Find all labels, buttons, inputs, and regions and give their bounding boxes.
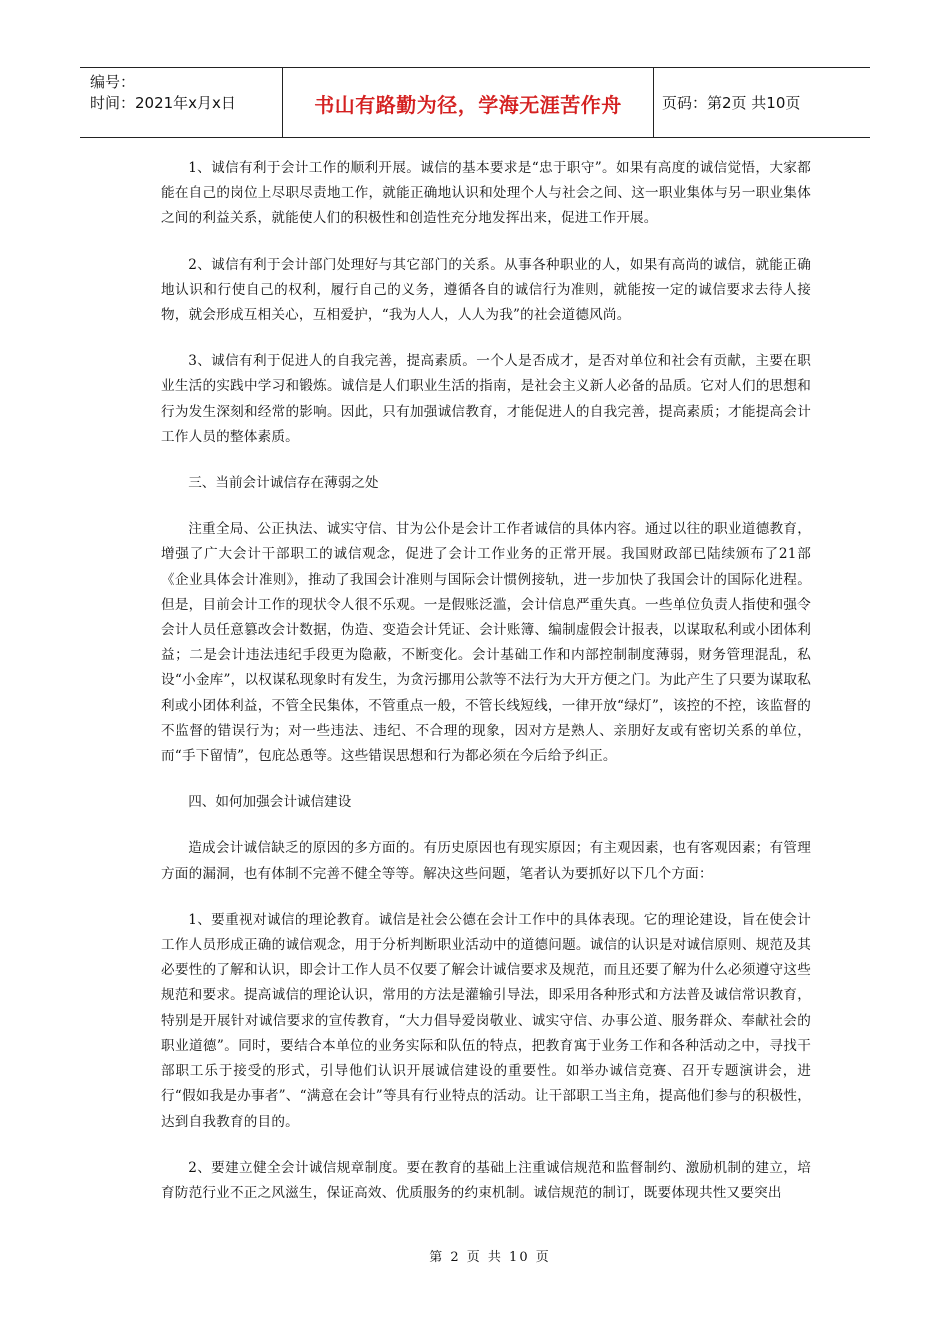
paragraph-point-1: 1、诚信有利于会计工作的顺利开展。诚信的基本要求是“忠于职守”。如果有高度的诚信觉悟，大家都能在自己的岗位上尽职尽责地工作，就能正确地认识和处理个人与社会之间、这一职业集体与另一职业集体之间的利益关系，就能使人们的积极性和创造性充分地发挥出来，促进工作开展。: [161, 160, 811, 227]
header-motto: 书山有路勤为径，学海无涯苦作舟: [314, 93, 622, 117]
header-meta-cell: [80, 68, 283, 137]
document-number-label: 编号：: [90, 73, 136, 91]
section-heading-3: 三、当前会计诚信存在薄弱之处: [188, 475, 379, 492]
section-heading-4: 四、如何加强会计诚信建设: [188, 794, 352, 811]
paragraph-causes: 造成会计诚信缺乏的原因的多方面的。有历史原因也有现实原因；有主观因素，也有客观因素；有管理方面的漏洞，也有体制不完善不健全等等。解决这些问题，笔者认为要抓好以下几个方面：: [161, 840, 811, 882]
document-body: [161, 156, 811, 1227]
page-footer: 第 2 页 共 10 页: [429, 1250, 551, 1265]
paragraph-measure-1: 1、要重视对诚信的理论教育。诚信是社会公德在会计工作中的具体表现。它的理论建设，旨在使会计工作人员形成正确的诚信观念，用于分析判断职业活动中的道德问题。诚信的认识是对诚信原则、规范及其必要性的了解和认识，即会计工作人员不仅要了解会计诚信要求及规范，而且还要了解为什么必须遵守这些规范和要求。提高诚信的理论认识，常用的方法是灌输引导法，即采用各种形式和方法普及诚信常识教育，特别是开展针对诚信要求的宣传教育，“大力倡导爱岗敬业、诚实守信、办事公道、服务群众、奉献社会的职业道德”。同时，要结合本单位的业务实际和队伍的特点，把教育寓于业务工作和各种活动之中，寻找干部职工乐于接受的形式，引导他们认识开展诚信建设的重要性。如举办诚信竞赛、召开专题演讲会，进行“假如我是办事者”、“满意在会计”等具有行业特点的活动。让干部职工当主角，提高他们参与的积极性，达到自我教育的目的。: [161, 911, 811, 1130]
paragraph-point-3: 3、诚信有利于促进人的自我完善，提高素质。一个人是否成才，是否对单位和社会有贡献，主要在职业生活的实践中学习和锻炼。诚信是人们职业生活的指南，是社会主义新人必备的品质。它对人们的思想和行为发生深刻和经常的影响。因此，只有加强诚信教育，才能促进人的自我完善，提高素质；才能提高会计工作人员的整体素质。: [161, 353, 811, 445]
paragraph-measure-2: 2、要建立健全会计诚信规章制度。要在教育的基础上注重诚信规范和监督制约、激励机制的建立，培育防范行业不正之风滋生，保证高效、优质服务的约束机制。诚信规范的制订，既要体现共性又要突出: [161, 1159, 811, 1201]
paragraph-current-issues: 注重全局、公正执法、诚实守信、甘为公仆是会计工作者诚信的具体内容。通过以往的职业道德教育，增强了广大会计干部职工的诚信观念，促进了会计工作业务的正常开展。我国财政部已陆续颁布了21部《企业具体会计准则》，推动了我国会计准则与国际会计惯例接轨，进一步加快了我国会计的国际化进程。但是，目前会计工作的现状令人很不乐观。一是假账泛滥，会计信息严重失真。一些单位负责人指使和强令会计人员任意篡改会计数据，伪造、变造会计凭证、会计账簿、编制虚假会计报表，以谋取私利或小团体利益；二是会计违法违纪手段更为隐蔽，不断变化。会计基础工作和内部控制制度薄弱，财务管理混乱，私设“小金库”，以权谋私现象时有发生，为贪污挪用公款等不法行为大开方便之门。为此产生了只要为谋取私利或小团体利益，不管全民集体，不管重点一般，不管长线短线，一律开放“绿灯”，该控的不控，该监督的不监督的错误行为；对一些违法、违纪、不合理的现象，因对方是熟人、亲朋好友或有密切关系的单位，而“手下留情”，包庇怂恿等。这些错误思想和行为都必须在今后给予纠正。: [161, 521, 811, 765]
header-page-info: 页码：第2页 共10页: [662, 94, 801, 112]
paragraph-point-2: 2、诚信有利于会计部门处理好与其它部门的关系。从事各种职业的人，如果有高尚的诚信，就能正确地认识和行使自己的权利，履行自己的义务，遵循各自的诚信行为准则，就能按一定的诚信要求去待人接物，就会形成互相关心，互相爱护，“我为人人，人人为我”的社会道德风尚。: [161, 256, 811, 324]
header-motto-cell: [283, 68, 654, 137]
document-header: [80, 67, 870, 138]
header-page-cell: [654, 68, 870, 137]
document-date: 时间：2021年x月x日: [90, 94, 236, 112]
